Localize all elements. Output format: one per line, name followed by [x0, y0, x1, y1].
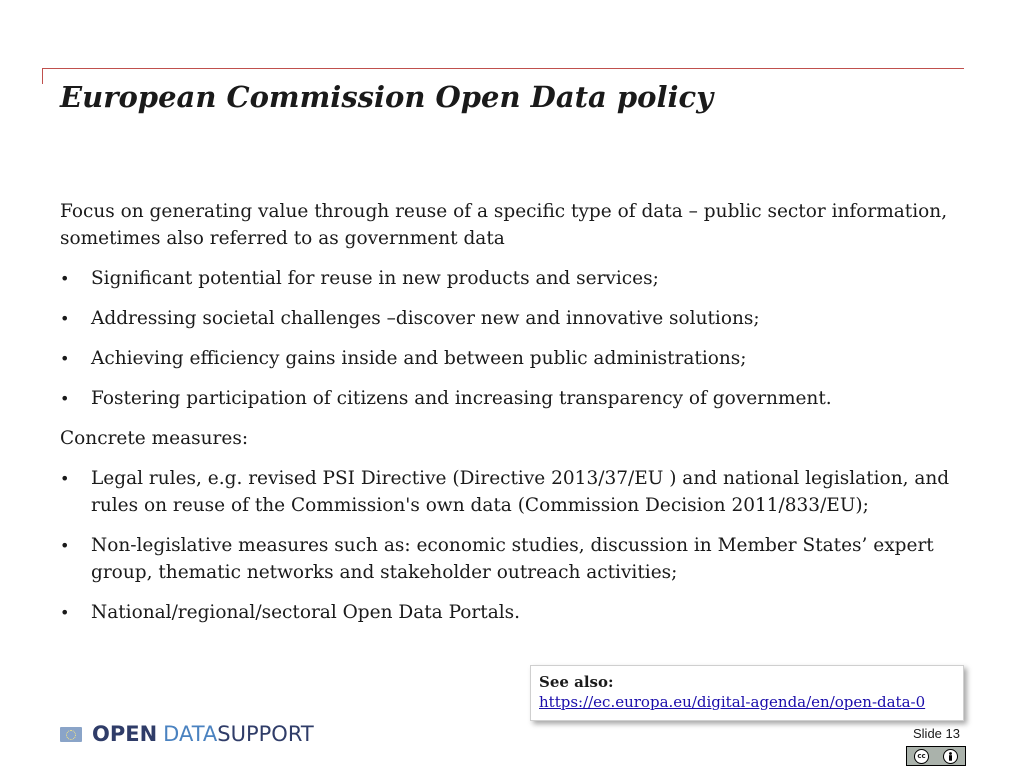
top-rule	[42, 68, 964, 69]
list-item: • National/regional/sectoral Open Data Portals.	[60, 599, 970, 626]
cc-icon: cc	[914, 749, 929, 764]
list-item: • Legal rules, e.g. revised PSI Directive (Directive 2013/37/EU ) and national legislation, and rules on reuse of the Commission's own data (Commission Decision 2011/833/EU);	[60, 465, 970, 519]
logo-support-text: SUPPORT	[217, 722, 314, 746]
person-glyph-icon	[947, 752, 954, 761]
top-rule-tick	[42, 68, 43, 84]
person-icon	[943, 749, 958, 764]
measures-list	[60, 465, 970, 626]
list-item: • Non-legislative measures such as: economic studies, discussion in Member States’ expert group, thematic networks and stakeholder outreach activities;	[60, 532, 970, 586]
open-data-link[interactable]: https://ec.europa.eu/digital-agenda/en/open-data-0	[539, 693, 926, 711]
measures-heading: Concrete measures:	[60, 428, 249, 449]
cc-by-icon	[906, 746, 966, 766]
logo-open-text: OPEN	[92, 722, 158, 746]
intro-paragraph: Focus on generating value through reuse of a specific type of data – public sector information, sometimes also referred to as government data	[60, 201, 948, 249]
open-data-support-logo	[60, 720, 314, 748]
see-also-label: See also:	[539, 673, 614, 691]
benefits-list	[60, 265, 970, 412]
list-item: • Addressing societal challenges –discover new and innovative solutions;	[60, 305, 970, 332]
slide-title: European Commission Open Data policy	[60, 80, 714, 114]
list-item: • Significant potential for reuse in new products and services;	[60, 265, 970, 292]
eu-flag-icon	[60, 727, 82, 742]
see-also-box	[530, 665, 964, 721]
logo-data-text: DATA	[163, 722, 218, 746]
slide-body	[60, 198, 970, 639]
list-item: • Achieving efficiency gains inside and between public administrations;	[60, 345, 970, 372]
list-item: • Fostering participation of citizens and increasing transparency of government.	[60, 385, 970, 412]
slide-number: Slide 13	[913, 726, 960, 741]
